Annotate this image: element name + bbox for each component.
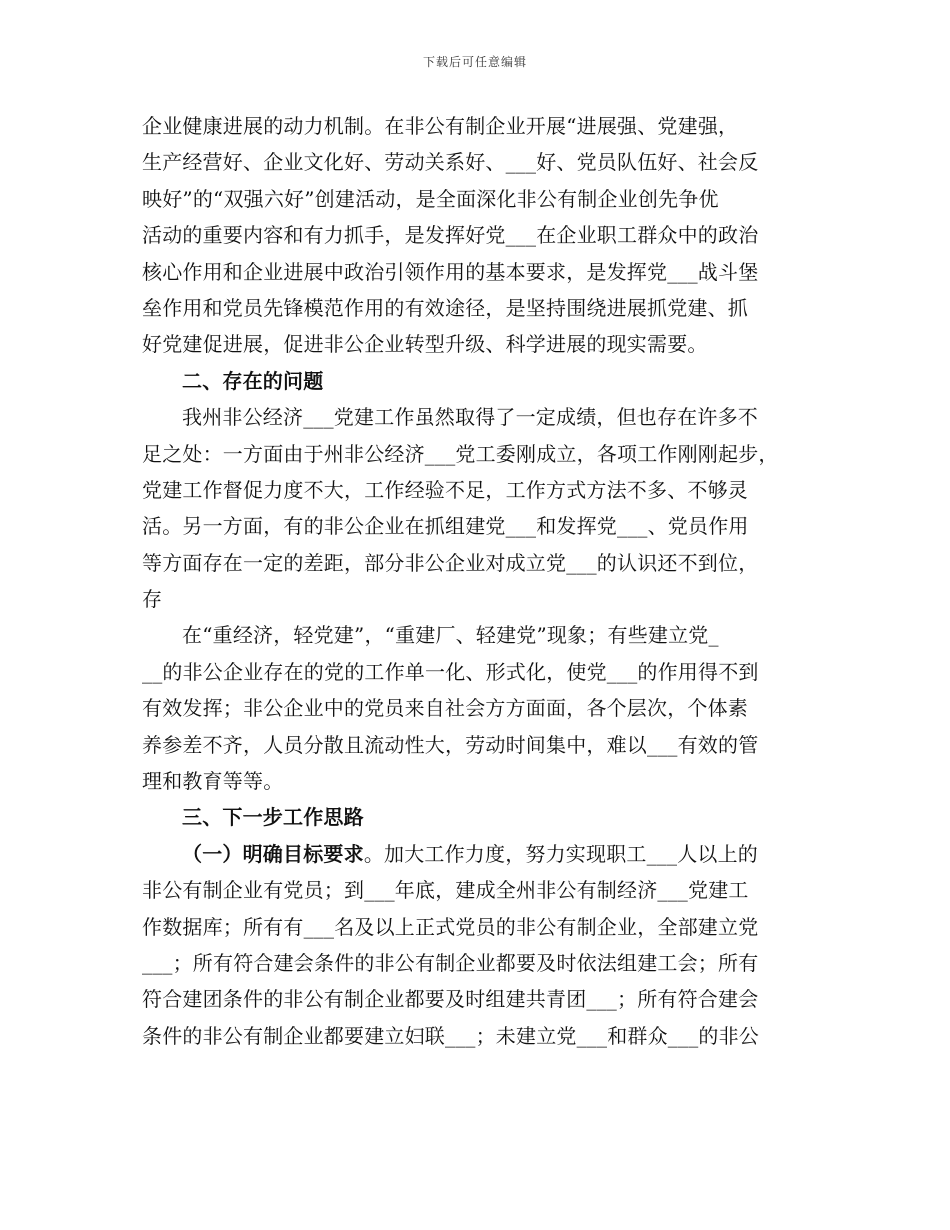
text-line: __的非公企业存在的党的工作单一化、形式化，使党___的作用得不到 <box>142 659 759 684</box>
section-heading-problems: 二、存在的问题 <box>182 368 324 393</box>
text-line: 好党建促进展，促进非公企业转型升级、科学进展的现实需要。 <box>142 332 708 357</box>
text-line: 符合建团条件的非公有制企业都要及时组建共青团___；所有符合建会 <box>142 987 759 1012</box>
text-line: 生产经营好、企业文化好、劳动关系好、___好、党员队伍好、社会反 <box>142 150 759 175</box>
text-line: 足之处：一方面由于州非公经济___党工委刚成立，各项工作刚刚起步， <box>142 441 779 466</box>
text-line: 活。另一方面，有的非公企业在抓组建党___和发挥党___、党员作用 <box>142 514 749 539</box>
text-line: ___；所有符合建会条件的非公有制企业都要及时依法组建工会；所有 <box>142 950 759 975</box>
text-line-subheading <box>142 836 810 872</box>
text-line: 条件的非公有制企业都要建立妇联___；未建立党___和群众___的非公 <box>142 1023 759 1048</box>
text-line: 垒作用和党员先锋模范作用的有效途径，是坚持围绕进展抓党建、抓 <box>142 295 748 320</box>
page-header: 下载后可任意编辑 <box>422 55 527 69</box>
text-line: 核心作用和企业进展中政治引领作用的基本要求，是发挥党___战斗堡 <box>142 259 759 284</box>
text-line: 作数据库；所有有___名及以上正式党员的非公有制企业，全部建立党 <box>142 914 759 939</box>
text-line: 企业健康进展的动力机制。在非公有制企业开展“进展强、党建强， <box>142 114 739 138</box>
text-line: 养参差不齐，人员分散且流动性大，劳动时间集中，难以___有效的管 <box>142 732 759 757</box>
text-line: 我州非公经济___党建工作虽然取得了一定成绩，但也存在许多不 <box>182 405 758 430</box>
text-line: 非公有制企业有党员；到___年底，建成全州非公有制经济___党建工 <box>142 878 749 903</box>
document-body <box>142 108 810 1054</box>
text-line: 活动的重要内容和有力抓手，是发挥好党___在企业职工群众中的政治 <box>142 223 759 248</box>
subheading-goals-text: 。加大工作力度，努力实现职工___人以上的 <box>363 841 759 866</box>
text-line: 理和教育等等。 <box>142 769 284 794</box>
section-heading-next-steps: 三、下一步工作思路 <box>182 805 364 830</box>
subheading-goals: （一）明确目标要求 <box>182 841 364 866</box>
text-line: 映好”的“双强六好”创建活动，是全面深化非公有制企业创先争优 <box>142 186 719 211</box>
text-line: 等方面存在一定的差距，部分非公企业对成立党___的认识还不到位， <box>142 550 759 575</box>
text-line: 党建工作督促力度不大，工作经验不足，工作方式方法不多、不够灵 <box>142 477 748 502</box>
text-line: 存 <box>142 587 163 612</box>
text-line: 在“重经济，轻党建”，“重建厂、轻建党”现象；有些建立党_ <box>182 623 719 648</box>
text-line: 有效发挥；非公企业中的党员来自社会方方面面，各个层次，个体素 <box>142 696 748 721</box>
